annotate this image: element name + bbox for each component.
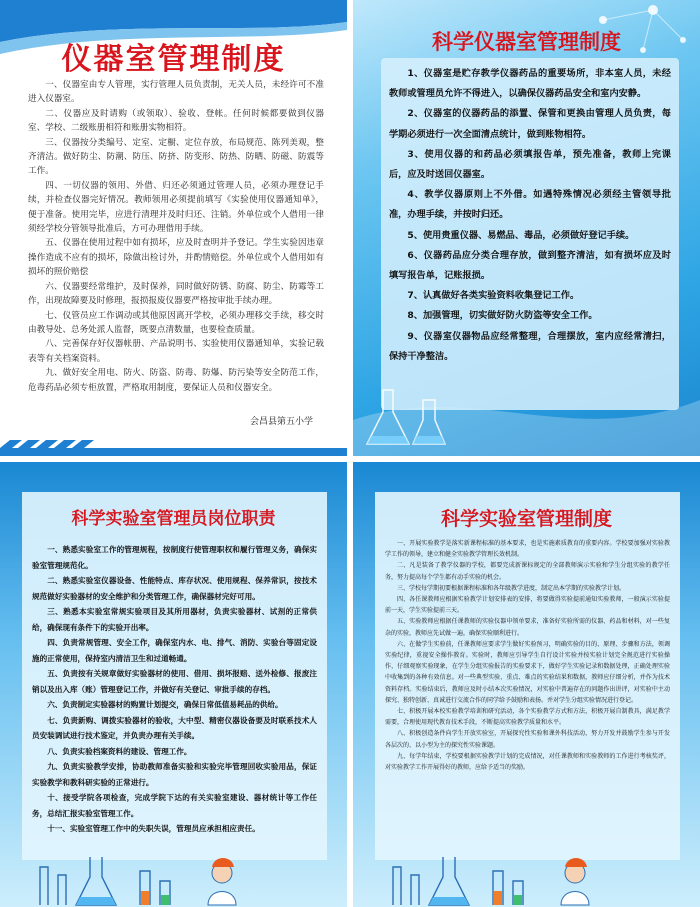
- paragraph: 七、负责新购、调拨实验器材的验收，大中型、精密仪器设备要及时联系技术人员安装调试进行技术鉴定，并负责办理有关手续。: [32, 715, 317, 740]
- flask-icon: [353, 380, 473, 456]
- paragraph: 九、做好安全用电、防火、防盗、防毒、防爆、防污染等安全防范工作，危毒药品必须专柜放置，严格取用制度，要保证人员和仪器安全。: [28, 368, 324, 393]
- paragraph: 十一、实验室管理工作中的失职失误，管理员应承担相应责任。: [47, 824, 260, 833]
- paragraph: 四、一切仪器的领用、外借、归还必须通过管理人员，必须办理登记手续，并检查仪器完好情况。教师领用必须提前填写《实验使用仪器通知单》，便于准备。使用完毕，应进行清理并及时归还、注销。外单位或个人借用一律须经学校分管领导批准后，方可办理借用手续。: [28, 180, 324, 235]
- school-signature: 会昌县第五小学: [249, 417, 313, 427]
- lab-equipment-icon: [0, 847, 347, 907]
- panel-lab-manager-duties: [0, 462, 347, 907]
- panel2-title: 科学仪器室管理制度: [432, 29, 621, 54]
- paragraph: 7、认真做好各类实验资料收集登记工作。: [407, 290, 580, 302]
- paragraph: 二、熟悉实验室仪器设备、性能特点、库存状况、使用规程、保养常识，按技术规范做好实验器材的安全维护和分类管理工作，确保器材完好可用。: [32, 576, 317, 601]
- paragraph: 三、仪器按分类编号、定室、定橱、定位存放，布局规范、陈列美观，整齐清洁。做好防尘、防潮、防压、防挤、防变形、防热、防晒、防磁、防震等工作。: [28, 137, 324, 177]
- paragraph: 9、仪器室仪器物品应经常整理，合理摆放，室内应经常清扫，保持干净整洁。: [389, 330, 671, 362]
- panel1-body: [28, 78, 324, 395]
- paragraph: 九、每学年结束，学校要根据实验教学计划的完成情况，对任课教师和实验教师的工作进行考核奖评，对实验教学工作开展得好的教师，应给予适当的奖励。: [385, 752, 670, 772]
- paragraph: 八、负责实验档案资料的建设、管理工作。: [47, 746, 192, 756]
- paragraph: 九、负责实验教学安排，协助教师准备实验和实验完毕管理回收实验用品，保证实验教学和教科研实验的正常进行。: [32, 762, 317, 787]
- paragraph: 8、加强管理，切实做好防火防盗等安全工作。: [407, 310, 598, 322]
- paragraph: 5、使用贵重仪器、易燃品、毒品，必须做好登记手续。: [407, 229, 635, 241]
- paragraph: 二、仪器应及时请购（或领取）、验收、登帐。任何时候都要做到仪器室、学校、二级账册相符和账册实物相符。: [28, 108, 324, 134]
- panel3-title: 科学实验室管理员岗位职责: [71, 509, 276, 529]
- lab-equipment-icon: [353, 847, 700, 907]
- paragraph: 三、学校每学期初要根据课程标准和各年级教学进度，制定出本学期的实验教学计划。: [397, 584, 626, 592]
- paragraph: 六、仪器要经常维护，及时保养，同时做好防锈、防腐、防尘、防霉等工作，出现故障要及时修理，报损报废仪器要严格按审批手续办理。: [28, 281, 324, 307]
- paragraph: 三、熟悉本实验室常规实验项目及其所用器材，负责实验器材、试剂的正常供给，确保现有条件下的实验开出率。: [32, 607, 317, 632]
- paragraph: 四、各任课教师应根据实验教学计划安排表的安排，将要做得实验提前通知实验教师，一般演示实验提前一天，学生实验提前三天。: [385, 596, 670, 615]
- panel-science-instrument-room-rules: [353, 0, 700, 456]
- paragraph: 七、仪管员应工作调动或其他原因离开学校，必须办理移交手续，移交时由教导处、总务处派人监督，既要点清数量，也要检查质量。: [28, 310, 324, 335]
- paragraph: 一、开展实验教学是落实新课程标准的基本要求，也是实施素质教育的重要内容。学校要加强对实验教学工作的领导，建立和健全实验教学管理长效机制。: [385, 540, 670, 559]
- paragraph: 1、仪器室是贮存教学仪器药品的重要场所，非本室人员，未经教师或管理员允许不得进入，以确保仪器药品安全和室内安静。: [389, 68, 671, 100]
- paragraph: 4、教学仪器原则上不外借。如遇特殊情况必须经主管领导批准，办理手续，并按时归还。: [389, 189, 671, 221]
- paragraph: 七、积极开展本校实验教学培训和研究活动，各个实验教学方式和方法，积极开展自制教具，满足教学需要，合理使用现代教育技术手段，不断提高实验教学质量和水平。: [385, 708, 670, 727]
- paragraph: 一、熟悉实验室工作的管理规程，按制度行使管理职权和履行管理义务，确保实验室管理规范化。: [32, 545, 317, 570]
- panel-science-lab-rules: [353, 462, 700, 907]
- paragraph: 八、积极创造条件向学生开放实验室，开展探究性实验和课外科技活动，努力开发并鼓励学生参与开发各层次的、以小型为主的探究性实验课题。: [385, 730, 670, 749]
- paragraph: 二、凡是装备了教学仪器的学校，都要完成新课标规定的全部教师演示实验和学生分组实验的教学任务，努力提高每个学生都有动手实验的机会。: [385, 562, 670, 581]
- paragraph: 2、仪器室的仪器药品的添置、保管和更换由管理人员负责，每学期必须进行一次全面清点统计，做到账物相符。: [389, 108, 671, 140]
- paragraph: 五、实验教师应根据任课教师的实验仪器申领单要求，准备好实验所需的仪器、药品和材料，对一些复杂的实验，教师应先试做一遍，确保实验顺利进行。: [385, 618, 670, 637]
- panel-instrument-room-rules: [0, 0, 347, 456]
- panel1-title: 仪器室管理制度: [61, 42, 286, 77]
- paragraph: 六、在做学生实验前，任课教师应要求学生做好实验预习，明确实验的目的、原理、步骤和方法，领调实验纪律，重视安全操作教育。实验时，教师应引导学生自行设计实验并按实验计划完全规范进行实验操作，仔细观察实验现象，在学生分组实验报告的实验要求下，做好学生实验记录和数据处理，正确处理实验中收集到的各种有效信息。对一些典型实验、重点、难点的实验结果和数据，教师应仔细分析，并作为技术资料存档。实验结束后，教师应及时小结本次实验情况，对实验中普遍存在的问题作出讲评，对实验中主动探究、独特创新、真诚进行交流合作的同学给予鼓励和表扬。并对学生分组实验情况进行登记。: [385, 640, 670, 704]
- paragraph: 6、仪器药品应分类合理存放，做到整齐清洁，如有损坏应及时填写报告单，记账报损。: [389, 249, 671, 282]
- paragraph: 八、完善保存好仪器帐册、产品说明书、实验使用仪器通知单，实验记载表等有关档案资料。: [28, 339, 324, 364]
- bottom-stripe-decoration: [0, 426, 347, 456]
- panel4-body: [385, 538, 670, 773]
- panel4-title: 科学实验室管理制度: [440, 508, 612, 530]
- paragraph: 四、负责常规管理、安全工作，确保室内水、电、排气、消防、实验台等固定设施的正常使用，保持室内清洁卫生和过道畅通。: [32, 638, 317, 663]
- panel2-body: [389, 64, 671, 367]
- paragraph: 3、使用仪器的和药品必须填报告单，预先准备，教师上完课后，应及时送回仪器室。: [389, 148, 671, 181]
- paragraph: 六、负责制定实验器材的购置计划提交，确保日常低值易耗品的供给。: [47, 700, 283, 709]
- panel3-body: [32, 542, 317, 837]
- paragraph: 十、接受学院各项检查，完成学院下达的有关实验室建设、器材统计等工作任务，总结汇报实验室管理工作。: [32, 793, 317, 818]
- paragraph: 五、仪器在使用过程中如有损坏，应及时查明并予登记。学生实验因违章操作造成不应有的损坏，除做出检讨外，并酌情赔偿。外单位或个人借用如有损坏的照价赔偿: [28, 238, 324, 278]
- paragraph: 五、负责按有关规章做好实验器材的使用、借用、损坏报赔、送外检修、报废注销以及出入库（账）管理登记工作，并做好有关登记、审批手续的存档。: [32, 669, 317, 694]
- paragraph: 一、仪器室由专人管理，实行管理人员负责制，无关人员，未经许可不准进入仪器室。: [28, 80, 324, 105]
